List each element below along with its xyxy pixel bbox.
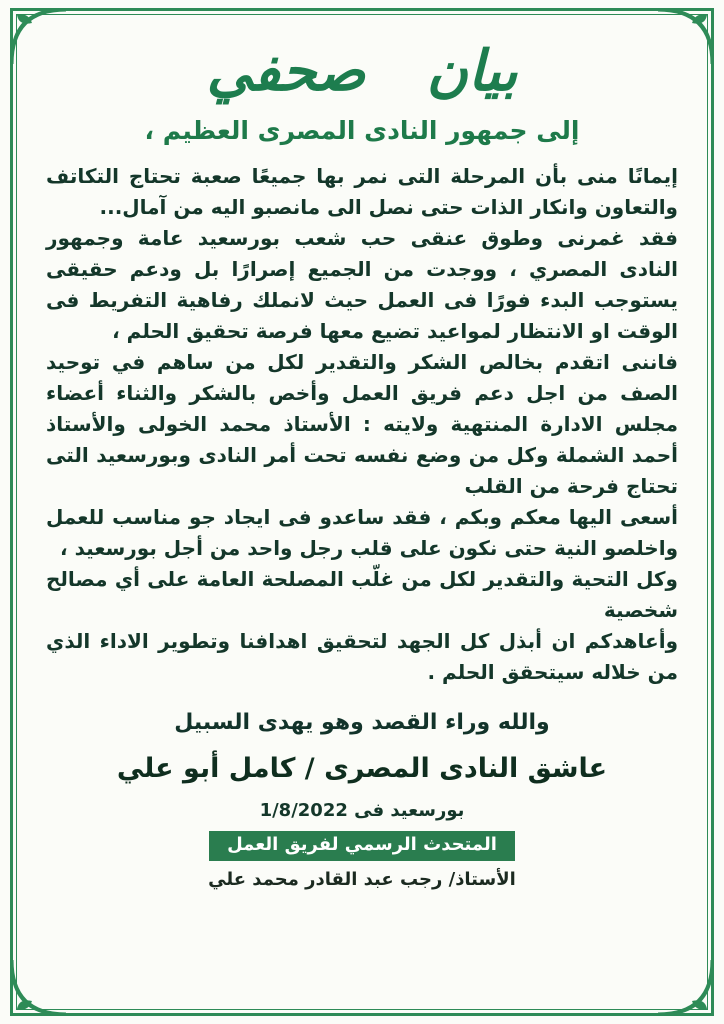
date-line: بورسعيد فى 1/8/2022 [259,800,465,822]
body-paragraph: فاننى اتقدم بخالص الشكر والتقدير لكل من ساهم في توحيد الصف من اجل دعم فريق العمل وأخص بالشكر والثناء أعضاء مجلس الادارة المنتهية ولايته : الأستاذ محمد الخولى والأستاذ أحمد الشملة وكل من وضع نفسه تحت أمر النادى وبورسعيد التى تحتاج فرحة من القلب [46,350,678,499]
signature-line: عاشق النادى المصرى / كامل أبو علي [116,753,608,785]
statement-content [46,26,678,1006]
body-paragraph: وكل التحية والتقدير لكل من غلّب المصلحة العامة على أي مصالح شخصية [46,567,678,623]
spokesperson-name: الأستاذ/ رجب عبد القادر محمد علي [208,869,516,891]
body-paragraph: إيمانًا منى بأن المرحلة التى نمر بها جميعًا صعبة تحتاج التكاتف والتعاون وانكار الذات حتى نصل الى مانصبو اليه من آمال... [46,164,678,220]
badge-row [46,831,678,861]
spokesperson-badge: المتحدث الرسمي لفريق العمل [209,831,515,861]
closing-line: والله وراء القصد وهو يهدى السبيل [174,710,550,736]
calligraphic-title: بيان صحفي [206,39,518,104]
salutation-heading: إلى جمهور النادى المصرى العظيم ، [144,116,580,146]
body-paragraph: أسعى اليها معكم وبكم ، فقد ساعدو فى ايجاد جو مناسب للعمل واخلصو النية حتى نكون على قلب رجل واحد من أجل بورسعيد ، [46,505,678,561]
body-paragraph: وأعاهدكم ان أبذل كل الجهد لتحقيق اهدافنا وتطوير الاداء الذي من خلاله سيتحقق الحلم . [46,629,678,685]
statement-body [46,161,678,688]
body-paragraph: فقد غمرنى وطوق عنقى حب شعب بورسعيد عامة وجمهور النادى المصري ، ووجدت من الجميع إصرارًا بل ودعم حقيقى يستوجب البدء فورًا فى العمل حيث لانملك رفاهية التفريط فى الوقت او الانتظار لمواعيد تضيع معها فرصة تحقيق الحلم ، [46,226,678,344]
